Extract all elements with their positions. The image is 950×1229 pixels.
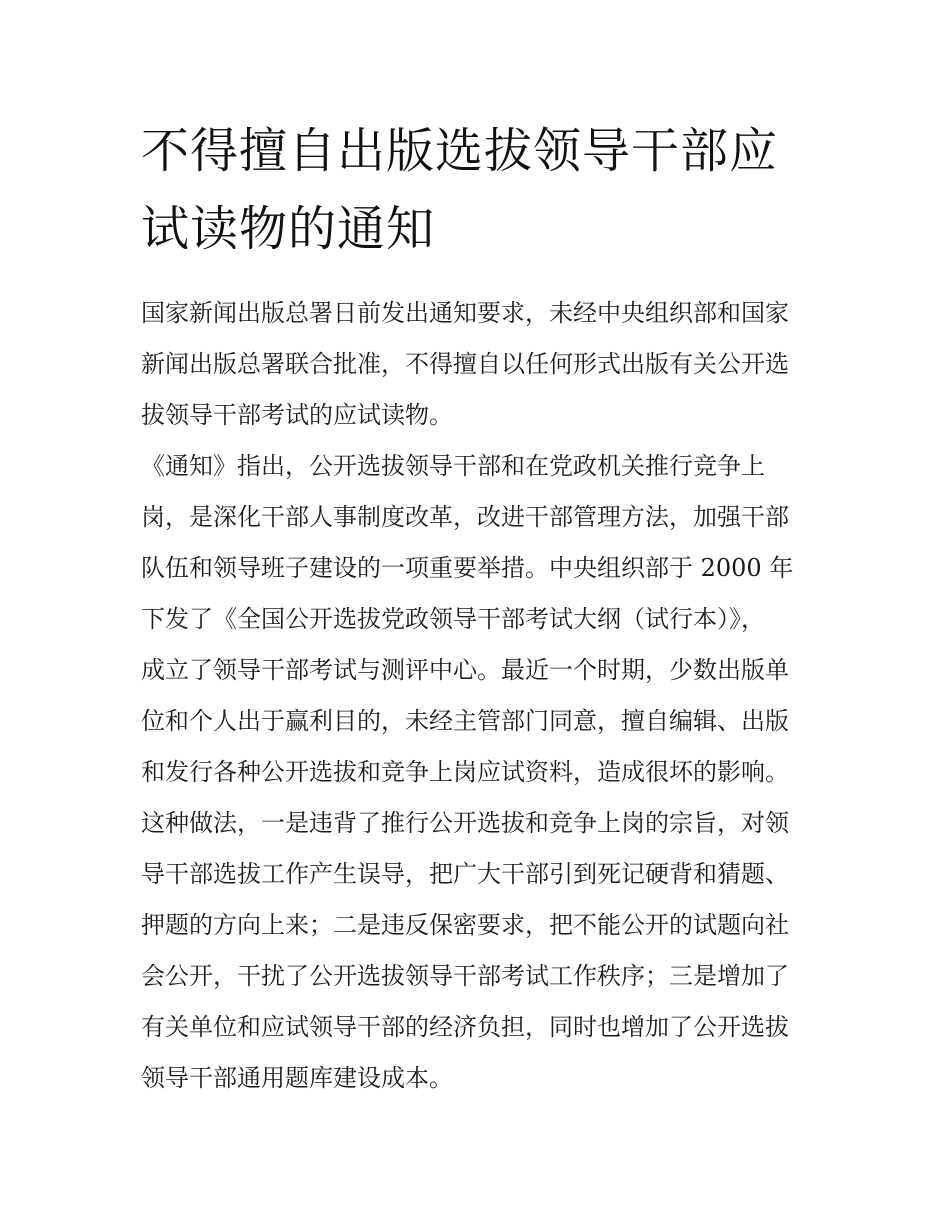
text-line: 押题的方向上来；二是违反保密要求，把不能公开的试题向社 — [141, 911, 789, 939]
text-line: 和发行各种公开选拔和竞争上岗应试资料，造成很坏的影响。 — [141, 758, 789, 786]
title-line: 不得擅自出版选拔领导干部应 — [141, 123, 779, 179]
text-line: 会公开，干扰了公开选拔领导干部考试工作秩序；三是增加了 — [141, 962, 789, 990]
text-line: 成立了领导干部考试与测评中心。最近一个时期，少数出版单 — [141, 656, 789, 684]
text-line: 下发了《全国公开选拔党政领导干部考试大纲（试行本）》， — [141, 605, 765, 633]
text-line: 岗，是深化干部人事制度改革，改进干部管理方法，加强干部 — [141, 503, 789, 531]
text-line: 《通知》指出，公开选拔领导干部和在党政机关推行竞争上 — [141, 452, 765, 480]
text-line: 这种做法，一是违背了推行公开选拔和竞争上岗的宗旨，对领 — [141, 809, 789, 837]
text-line: 拔领导干部考试的应试读物。 — [141, 401, 453, 429]
text-line: 新闻出版总署联合批准，不得擅自以任何形式出版有关公开选 — [141, 350, 789, 378]
text-line: 位和个人出于赢利目的，未经主管部门同意，擅自编辑、出版 — [141, 707, 789, 735]
text-line: 领导干部通用题库建设成本。 — [141, 1064, 453, 1092]
text-line: 队伍和领导班子建设的一项重要举措。中央组织部于 2000 年 — [141, 554, 794, 582]
text-line: 国家新闻出版总署日前发出通知要求，未经中央组织部和国家 — [141, 299, 789, 327]
document-page — [141, 112, 813, 1104]
text-line: 有关单位和应试领导干部的经济负担，同时也增加了公开选拔 — [141, 1013, 789, 1041]
document-title — [141, 112, 813, 268]
text-line: 导干部选拔工作产生误导，把广大干部引到死记硬背和猜题、 — [141, 860, 789, 888]
title-line: 试读物的通知 — [141, 201, 436, 257]
paragraph-notice-details — [141, 441, 813, 1104]
paragraph-intro — [141, 288, 813, 441]
